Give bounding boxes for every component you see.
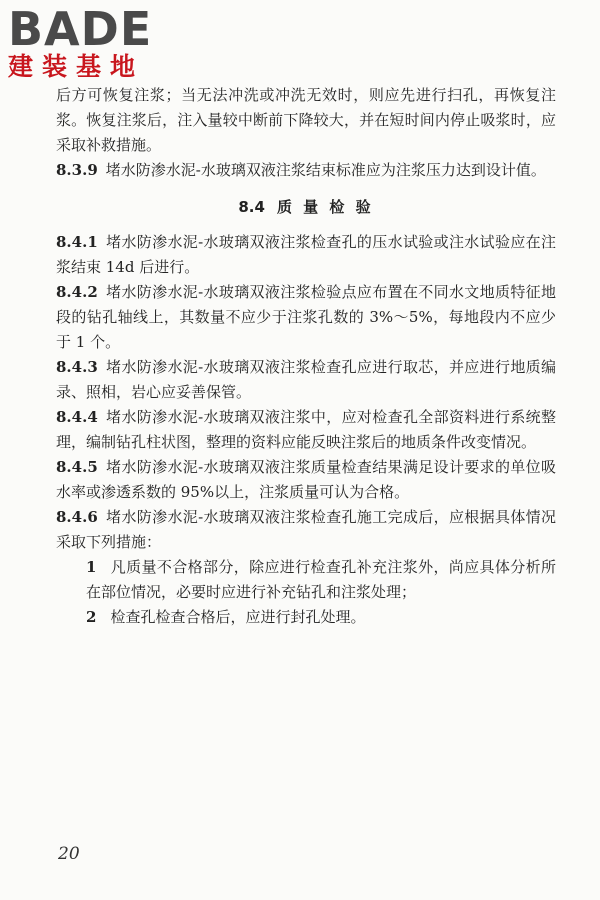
clause-text: 堵水防渗水泥-水玻璃双液注浆检验点应布置在不同水文地质特征地段的钻孔轴线上，其数量不应少于注浆孔数的 3%～5%，每地段内不应少于 1 个。 [56, 283, 556, 351]
clause-8-4-4 [56, 405, 556, 455]
clause-text: 堵水防渗水泥-水玻璃双液注浆中，应对检查孔全部资料进行系统整理，编制钻孔柱状图，整理的资料应能反映注浆后的地质条件改变情况。 [56, 408, 556, 451]
clause-8-4-1 [56, 230, 556, 280]
section-title: 质 量 检 验 [276, 198, 374, 216]
bade-logo [8, 4, 178, 84]
clause-8-4-3 [56, 355, 556, 405]
list-item [56, 605, 556, 630]
logo-wordmark: BADE [8, 2, 153, 56]
intro-paragraph: 后方可恢复注浆；当无法冲洗或冲洗无效时，则应先进行扫孔，再恢复注浆。恢复注浆后，注入量较中断前下降较大，并在短时间内停止吸浆时，应采取补救措施。 [56, 86, 556, 154]
item-number: 1 [86, 558, 97, 576]
clause-number: 8.4.3 [56, 358, 98, 376]
clause-number: 8.4.1 [56, 233, 98, 251]
page-number: 20 [58, 844, 80, 864]
item-text: 检查孔检查合格后，应进行封孔处理。 [110, 608, 366, 626]
logo-subtitle: 建装基地 [8, 52, 145, 81]
section-number: 8.4 [238, 198, 265, 216]
clause-number: 8.3.9 [56, 161, 98, 179]
section-heading [56, 195, 556, 220]
clause-number: 8.4.6 [56, 508, 98, 526]
item-text: 凡质量不合格部分，除应进行检查孔补充注浆外，尚应具体分析所在部位情况，必要时应进行补充钻孔和注浆处理； [86, 558, 556, 601]
clause-8-4-2 [56, 280, 556, 355]
document-body [56, 83, 556, 630]
clause-number: 8.4.4 [56, 408, 98, 426]
clause-number: 8.4.2 [56, 283, 98, 301]
clause-8-4-5 [56, 455, 556, 505]
clause-text: 堵水防渗水泥-水玻璃双液注浆检查孔施工完成后，应根据具体情况采取下列措施： [56, 508, 556, 551]
list-item [56, 555, 556, 605]
clause-text: 堵水防渗水泥-水玻璃双液注浆检查孔应进行取芯，并应进行地质编录、照相，岩心应妥善保管。 [56, 358, 556, 401]
clause-text: 堵水防渗水泥-水玻璃双液注浆质量检查结果满足设计要求的单位吸水率或渗透系数的 95%以上，注浆质量可认为合格。 [56, 458, 556, 501]
clause-8-4-6 [56, 505, 556, 555]
item-number: 2 [86, 608, 97, 626]
clause-text: 堵水防渗水泥-水玻璃双液注浆结束标准应为注浆压力达到设计值。 [105, 161, 546, 179]
clause-number: 8.4.5 [56, 458, 98, 476]
clause-text: 堵水防渗水泥-水玻璃双液注浆检查孔的压水试验或注水试验应在注浆结束 14d 后进行。 [56, 233, 556, 276]
clause-8-3-9 [56, 158, 556, 183]
